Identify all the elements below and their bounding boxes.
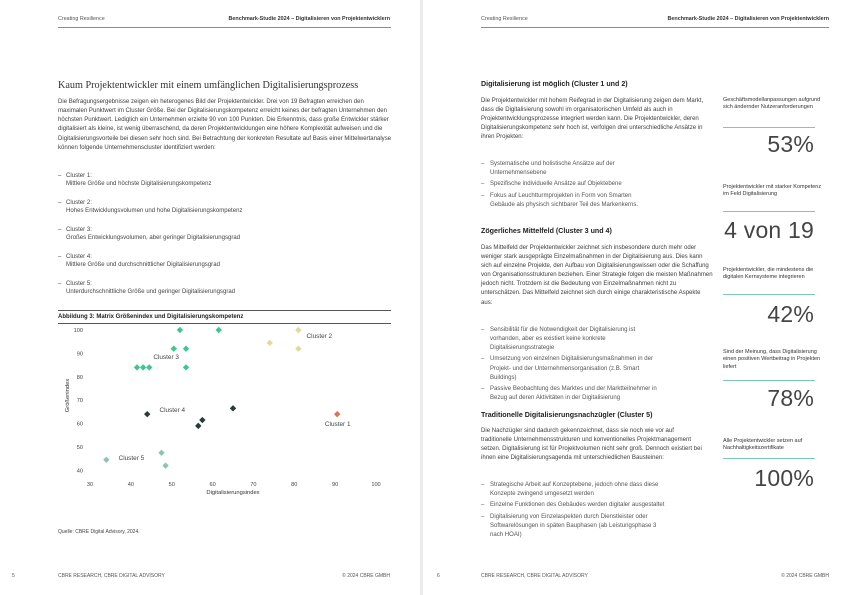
footer-left-label: CBRE RESEARCH, CBRE DIGITAL ADVISORY bbox=[481, 573, 588, 579]
stat-label: Geschäftsmodellanpassungen aufgrund sich ändernder Nutzeranforderungen bbox=[723, 97, 821, 111]
list-item: – Sensibilität für die Notwendigkeit der Digitalisierung ist vorhanden, aber es existiert keine konkrete Digitalisierungsstrategie bbox=[481, 326, 661, 353]
stat-divider bbox=[723, 211, 815, 212]
header-right-label: Benchmark-Studie 2024 – Digitalisieren von Projektentwicklern bbox=[667, 16, 829, 22]
stat-label: Projektentwickler mit starker Kompetenz im Feld Digitalisierung bbox=[723, 184, 822, 198]
right-page bbox=[423, 0, 843, 595]
x-tick-label: 70 bbox=[250, 482, 257, 488]
section-text-2: Das Mittelfeld der Projektentwickler zeichnet sich insbesondere durch mehr oder weniger stark ausgeprägte Einzelmaßnahmen in der Digitalisierung aus. Dies kann sich auf einzelne Projekte, den Aufbau von Digitalisierungswissen oder die Schaffung von Organisationsstrukturen beziehen. Einer Strategie folgen die meisten Maßnahmen jedoch nicht. Trotzdem ist die Bedeutung von Einzelmaßnahmen nicht zu unterschätzen. Das Mittelfeld zeichnet sich durch einige charakteristische Aspekte aus: bbox=[481, 245, 713, 306]
x-tick-label: 60 bbox=[209, 482, 216, 488]
header-divider bbox=[58, 27, 391, 28]
data-point bbox=[171, 346, 177, 352]
cluster-desc: Mittlere Größe und höchste Digitalisierungskompetenz bbox=[66, 181, 212, 188]
data-point bbox=[295, 346, 301, 352]
footer-copyright: © 2024 CBRE GMBH bbox=[342, 573, 390, 579]
cluster-desc: Mittlere Größe und durchschnittlicher Digitalisierungsgrad bbox=[66, 262, 220, 269]
x-tick-label: 40 bbox=[127, 482, 134, 488]
data-point bbox=[146, 364, 152, 370]
page-title: Kaum Projektentwickler mit einem umfänglichen Digitalisierungsprozess bbox=[58, 80, 359, 91]
cluster-desc: Unterdurchschnittliche Größe und geringer Digitalisierungsgrad bbox=[66, 289, 236, 296]
stat-divider bbox=[723, 458, 815, 459]
page-number: 5 bbox=[12, 573, 15, 579]
stat-label: Projektentwickler, die mindestens die digitalen Kernsysteme integrieren bbox=[723, 267, 814, 281]
list-item: – Spezifische individuelle Ansätze auf Objektebene bbox=[481, 180, 656, 189]
data-point bbox=[195, 423, 201, 429]
cluster-annotation: Cluster 3 bbox=[153, 354, 179, 362]
cluster-name: Cluster 5: bbox=[66, 281, 92, 287]
stat-value: 78% bbox=[767, 385, 814, 411]
header-left-label: Creating Resilience bbox=[58, 16, 105, 22]
data-point bbox=[162, 462, 168, 468]
cluster-annotation: Cluster 2 bbox=[306, 333, 333, 341]
data-point bbox=[267, 340, 273, 346]
y-tick-label: 70 bbox=[76, 398, 83, 405]
stat-value: 53% bbox=[767, 131, 814, 157]
page-number: 6 bbox=[437, 573, 440, 579]
data-point bbox=[140, 364, 146, 370]
cluster-desc: Hohes Entwicklungsvolumen und hohe Digitalisierungskompetenz bbox=[66, 208, 243, 215]
x-tick-label: 30 bbox=[86, 482, 94, 488]
section-text-3: Die Nachzügler sind dadurch gekennzeichnet, dass sie noch wie vor auf traditionelle Unternehmensstrukturen und konventionelles Projektmanagement setzen. Digitalisierung ist für Projektvolumen nicht sehr groß. Dennoch existiert bei ihnen eine Digitalisierungsagenda mit unterschiedlichen Bausteinen: bbox=[481, 428, 702, 462]
data-point bbox=[177, 327, 183, 333]
x-tick-label: 80 bbox=[291, 482, 298, 488]
x-axis-label: Digitalisierungsindex bbox=[206, 490, 260, 496]
stat-value: 42% bbox=[767, 301, 814, 327]
x-tick-label: 100 bbox=[371, 482, 381, 488]
list-item: – Passive Beobachtung des Marktes und der Marktteilnehmer in Bezug auf deren Aktivitäten in der Digitalisierung bbox=[481, 385, 661, 403]
cluster-name: Cluster 3: bbox=[66, 227, 92, 233]
y-tick-label: 40 bbox=[76, 468, 83, 475]
y-tick-label: 80 bbox=[76, 374, 83, 381]
stat-label: Sind der Meinung, dass Digitalisierung einen positiven Wertbeitrag in Projekten liefert bbox=[723, 349, 821, 370]
y-tick-label: 50 bbox=[76, 444, 83, 451]
figure-title: Abbildung 3: Matrix Größenindex und Digitalisierungskompetenz bbox=[58, 314, 244, 320]
data-point bbox=[134, 364, 140, 370]
cluster-name: Cluster 1: bbox=[66, 173, 92, 179]
stat-divider bbox=[723, 380, 815, 381]
data-point bbox=[144, 411, 150, 417]
data-point bbox=[295, 327, 301, 333]
section-title-1: Digitalisierung ist möglich (Cluster 1 und 2) bbox=[481, 80, 628, 88]
header-left-label: Creating Resilience bbox=[481, 16, 528, 22]
y-axis-label: Größenindex bbox=[65, 378, 71, 413]
data-point bbox=[216, 327, 222, 333]
section-list-2 bbox=[481, 326, 661, 405]
figure-source: Quelle: CBRE Digital Advisory, 2024. bbox=[58, 529, 140, 535]
cluster-annotation: Cluster 1 bbox=[324, 420, 351, 428]
data-point bbox=[230, 405, 236, 411]
header-divider bbox=[481, 27, 829, 28]
data-point bbox=[334, 411, 340, 417]
stat-label: Alle Projektentwickler setzen auf Nachhaltigkeitszertifikate bbox=[723, 438, 803, 452]
intro-text: Die Befragungsergebnisse zeigen ein heterogenes Bild der Projektentwickler. Drei von 19 Befragten erreichen den maximalen Punktwert im Cluster Größe. Bei der Digitalisierungskompetenz erreicht keines der befragten Unternehmen den höchsten Punktwert. Lediglich ein Unternehmen erzielte 90 von 100 Punkten. Die Erkenntnis, dass große Entwickler stärker digitalisiert als kleine, ist wenig überraschend, da deren Projektentwicklungen eine höhere Komplexität aufweisen und die Digitalisierungsvorteile bei diesen sehr hoch sind. Bei Betrachtung der konkreten Resultate auf Basis einer Mittelwertanalyse können folgende Unternehmenscluster identifiziert werden: bbox=[58, 99, 392, 151]
y-tick-label: 90 bbox=[76, 351, 83, 358]
list-item: – Fokus auf Leuchtturmprojekten in Form von Smarten Gebäude als physisch sichtbarer Teil des Markenkerns. bbox=[481, 192, 656, 210]
data-point bbox=[183, 346, 189, 352]
cluster-name: Cluster 4: bbox=[66, 254, 92, 260]
stat-value: 100% bbox=[754, 465, 814, 491]
stat-divider bbox=[723, 294, 815, 295]
figure-top-rule bbox=[58, 310, 391, 311]
scatter-chart bbox=[58, 326, 393, 531]
cluster-desc: Großes Entwicklungsvolumen, aber geringer Digitalisierungsgrad bbox=[66, 235, 241, 242]
list-item: – Einzelne Funktionen des Gebäudes werden digitaler ausgestaltet bbox=[481, 501, 671, 510]
cluster-annotation: Cluster 5 bbox=[118, 454, 145, 462]
cluster-annotation: Cluster 4 bbox=[159, 406, 186, 414]
data-point bbox=[183, 364, 189, 370]
section-list-1 bbox=[481, 160, 656, 212]
list-item: – Strategische Arbeit auf Konzeptebene, jedoch ohne dass diese Konzepte zwingend umgesetzt werden bbox=[481, 481, 671, 499]
list-item: – Umsetzung von einzelnen Digitalisierungsmaßnahmen in der Projekt- und der Unternehmensorganisation (z.B. Smart Buildings) bbox=[481, 355, 661, 382]
list-item: – Systematische und holistische Ansätze auf der Unternehmensebene bbox=[481, 160, 656, 178]
section-title-3: Traditionelle Digitalisierungsnachzügler (Cluster 5) bbox=[481, 411, 653, 419]
list-item: – Digitalisierung von Einzelaspekten durch Dienstleister oder Softwarelösungen in späten Bauphasen (ab Leistungsphase 3 nach HOAI) bbox=[481, 513, 671, 540]
footer-left-label: CBRE RESEARCH, CBRE DIGITAL ADVISORY bbox=[58, 573, 165, 579]
section-list-3 bbox=[481, 481, 671, 542]
footer-copyright: © 2024 CBRE GMBH bbox=[781, 573, 829, 579]
intro-paragraph bbox=[58, 98, 393, 153]
section-text-1: Die Projektentwickler mit hohem Reifegrad in der Digitalisierung zeigen dem Markt, dass die Digitalisierung sowohl im organisatorischen Umfeld als auch in Projektentwicklungsprozesse integriert werden kann. Die Projektentwickler, deren Digitalisierungskompetenz sehr hoch ist, verfolgen drei unterschiedliche Ansätze in ihren Projekten: bbox=[481, 98, 704, 141]
data-point bbox=[199, 417, 205, 423]
figure-title-rule bbox=[58, 323, 391, 324]
section-title-2: Zögerliches Mittelfeld (Cluster 3 und 4) bbox=[481, 227, 612, 235]
x-tick-label: 90 bbox=[332, 482, 339, 488]
stat-divider bbox=[723, 127, 815, 128]
left-page bbox=[0, 0, 420, 595]
cluster-name: Cluster 2: bbox=[66, 200, 92, 206]
data-point bbox=[158, 450, 164, 456]
y-tick-label: 60 bbox=[76, 421, 83, 428]
data-point bbox=[103, 457, 109, 463]
y-tick-label: 100 bbox=[73, 328, 83, 334]
header-right-label: Benchmark-Studie 2024 – Digitalisieren von Projektentwicklern bbox=[228, 16, 390, 22]
cluster-list: – Cluster 1: Mittlere Größe und höchste Digitalisierungskompetenz – Cluster 2: Hohes Entwicklungsvolumen und hohe Digitalisierungskompetenz – Cluster 3: Großes Entwicklungsvolumen, aber geringer Digitalisierungsgrad – Cluster 4: Mittlere Größe und durchschnittlicher Digitalisierungsgrad – Cluster 5: Unterdurchschnittliche Größe und geringer Digitalisierungsgrad bbox=[58, 173, 243, 296]
stat-value: 4 von 19 bbox=[724, 217, 814, 243]
x-tick-label: 50 bbox=[168, 482, 175, 488]
